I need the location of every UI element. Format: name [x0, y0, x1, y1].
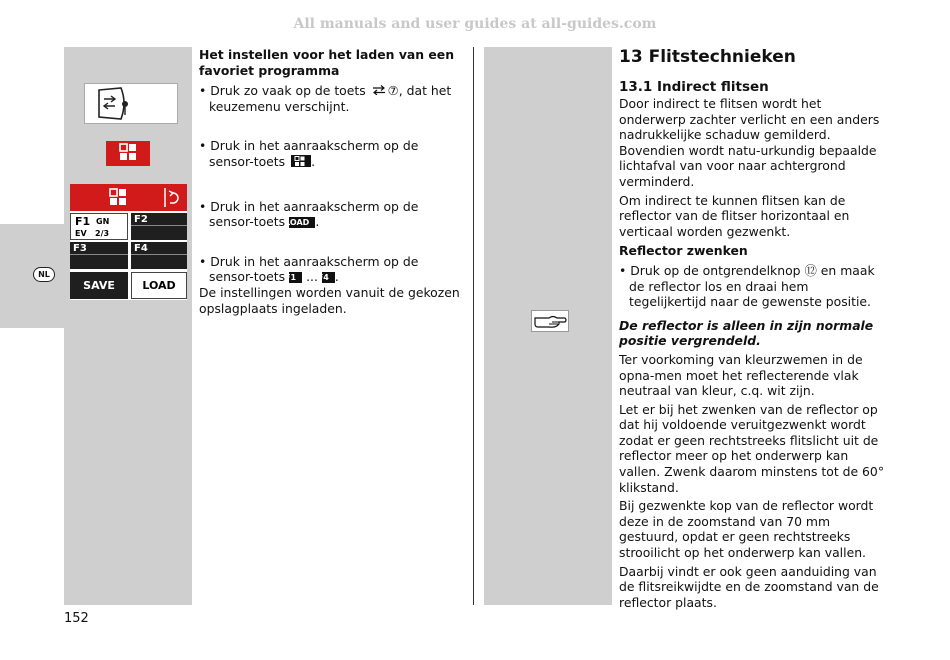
note-text: De reflector is alleen in zijn normale positie vergrendeld.: [619, 317, 874, 349]
left-sidebar: [64, 47, 192, 605]
slot-label: F4: [134, 243, 148, 254]
memory-menu-screen: [70, 184, 187, 300]
mode-arrows-icon: [372, 85, 386, 95]
step-1: • Druk zo vaak op de toets ⑦, dat het keuzemenu verschijnt.: [199, 83, 452, 114]
slot-label: F3: [73, 243, 87, 254]
memory-grid-icon: [70, 184, 187, 211]
bullet-reflector: • Druk op de ontgrendelknop ⑫ en maak de reflector los en draai hem tegelijkertijd naar de gewenste positie.: [619, 262, 875, 310]
left-text-column: [199, 47, 461, 316]
ev-value: 2/3: [95, 229, 110, 238]
slot-label: F1: [75, 215, 91, 228]
mode-key-icon: [85, 84, 177, 123]
paragraph-1: Door indirect te flitsen wordt het onderwerp zachter verlicht en een anders nadrukkelijke schaduw gemilderd. Bovendien wordt natu-urkundig bepaalde lichtafval van voor naar achtergrond verminderd.: [619, 96, 880, 189]
memory-key-icon: [291, 155, 311, 167]
section-title: 13.1 Indirect flitsen: [619, 79, 769, 95]
device-button-illustration: [84, 83, 178, 124]
save-key: SAVE: [70, 272, 128, 299]
slot-label: F2: [134, 214, 148, 225]
paragraph-5: Bij gezwenkte kop van de reflector wordt deze in de zoomstand van 70 mm gestuurd, opdat er geen rechtstreeks strooilicht op het onderwerp kan vallen.: [619, 498, 874, 561]
instruction-heading: Het instellen voor het laden van een favoriet programma: [199, 47, 455, 78]
paragraph-3: Ter voorkoming van kleurzwemen in de opna-men moet het reflecterende vlak neutraal van kleur, c.q. wit zijn.: [619, 351, 863, 399]
paragraph-2: Om indirect te kunnen flitsen kan de reflector van de flitser horizontaal en verticaal worden gezwenkt.: [619, 192, 850, 239]
step-2: • Druk in het aanraakscherm op de sensor-toets .: [199, 138, 419, 169]
memory-key-illustration: [106, 141, 150, 166]
ev-label: EV: [75, 229, 87, 238]
memory-slot-f1: [70, 213, 128, 240]
paragraph-4: Let er bij het zwenken van de reflector op dat hij voldoende veruitgezwenkt wordt zodat er geen rechtstreeks flitslicht uit de reflector meer op het onderwerp kan vallen. Zwenk daarom minstens tot de 60° klikstand.: [619, 401, 885, 495]
memory-grid-icon: [106, 141, 150, 166]
memory-slot-f2: [131, 213, 187, 240]
step-4: • Druk in het aanraakscherm op de sensor-toets F1 ... F4 .: [199, 253, 419, 285]
chapter-title: 13 Flitstechnieken: [619, 47, 796, 67]
pointing-hand-icon: [532, 311, 568, 331]
watermark: All manuals and user guides at all-guides.com: [293, 16, 657, 32]
memory-slot-f3: [70, 242, 128, 269]
page-number: 152: [64, 611, 89, 626]
note-box: [531, 310, 569, 332]
paragraph-6: Daarbij vindt er ook geen aanduiding van de flitsreikwijdte en de zoomstand van de reflector plaats.: [619, 563, 879, 610]
memory-slot-f4: [131, 242, 187, 269]
step-3: • Druk in het aanraakscherm op de sensor-toets LOAD .: [199, 198, 419, 230]
column-divider: [473, 47, 474, 605]
right-text-column: [619, 46, 885, 610]
f4-badge: F4: [322, 272, 335, 283]
language-badge: NL: [33, 267, 55, 282]
result-text: De instellingen worden vanuit de gekozen opslagplaats ingeladen.: [199, 284, 460, 316]
f1-badge: F1: [289, 272, 302, 283]
subheading: Reflector zwenken: [619, 243, 748, 259]
load-badge: LOAD: [289, 217, 315, 228]
gn-label: GN: [96, 217, 110, 226]
menu-header: [70, 184, 187, 211]
load-key: LOAD: [131, 272, 187, 299]
